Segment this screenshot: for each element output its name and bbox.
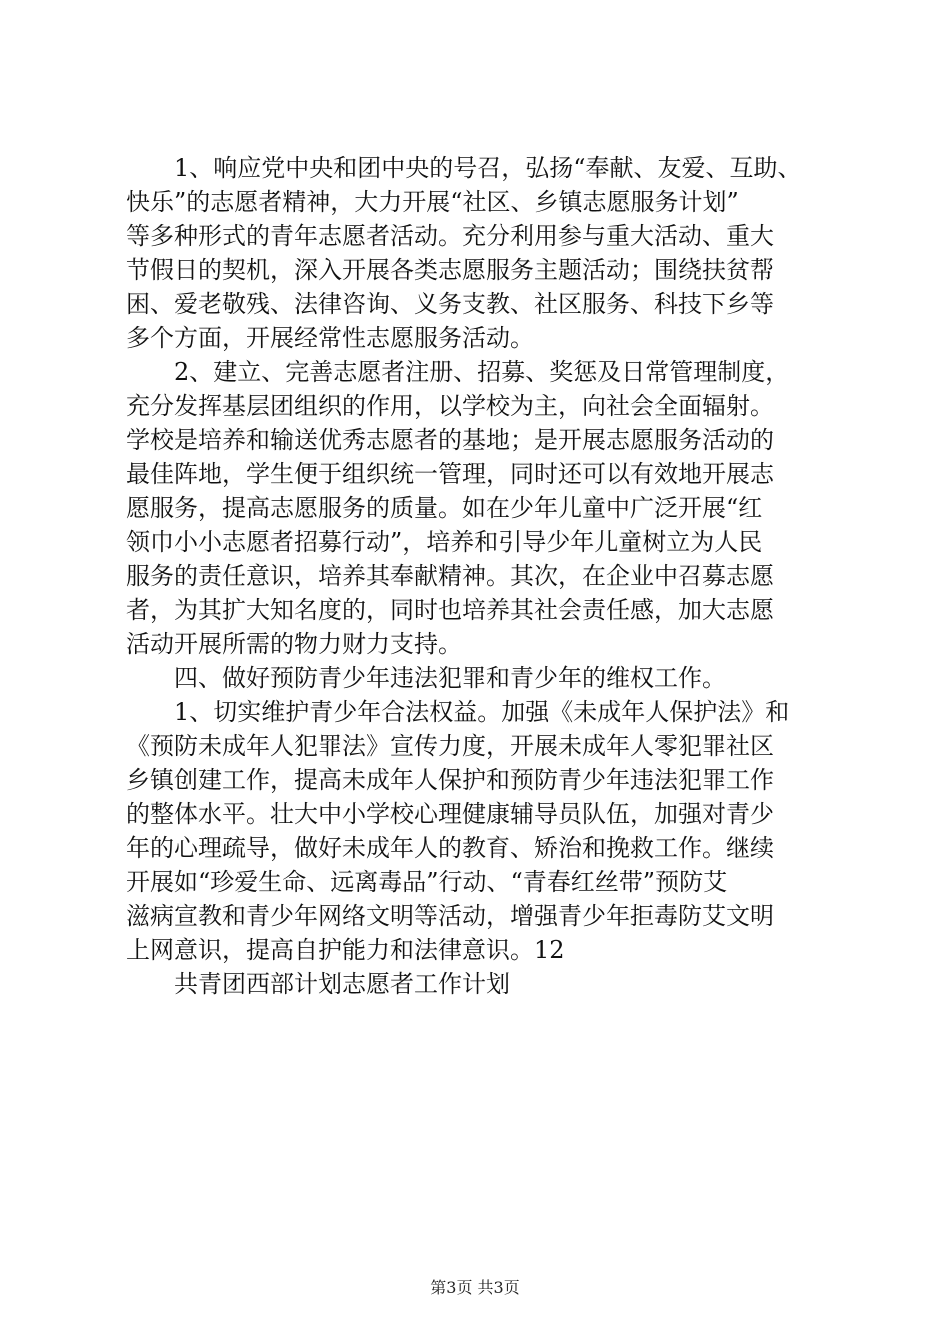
text-line: 1、响应党中央和团中央的号召，弘扬“奉献、友爱、互助、 (126, 154, 802, 182)
text-line: 领巾小小志愿者招募行动”，培养和引导少年儿童树立为人民 (126, 528, 763, 556)
text-line: 者，为其扩大知名度的，同时也培养其社会责任感，加大志愿 (126, 596, 774, 624)
text-line: 活动开展所需的物力财力支持。 (126, 630, 462, 658)
text-line: 愿服务，提高志愿服务的质量。如在少年儿童中广泛开展“红 (126, 494, 763, 522)
document-body (126, 151, 826, 1001)
text-line: 开展如“珍爱生命、远离毒品”行动、“青春红丝带”预防艾 (126, 868, 728, 896)
text-line: 多个方面，开展经常性志愿服务活动。 (126, 324, 534, 352)
text-line: 2、建立、完善志愿者注册、招募、奖惩及日常管理制度， (126, 358, 790, 386)
document-closing-title: 共青团西部计划志愿者工作计划 (126, 970, 510, 998)
text-line: 学校是培养和输送优秀志愿者的基地；是开展志愿服务活动的 (126, 426, 774, 454)
text-line: 等多种形式的青年志愿者活动。充分利用参与重大活动、重大 (126, 222, 774, 250)
text-line: 困、爱老敬残、法律咨询、义务支教、社区服务、科技下乡等 (126, 290, 774, 318)
text-line: 最佳阵地，学生便于组织统一管理，同时还可以有效地开展志 (126, 460, 774, 488)
text-line: 年的心理疏导，做好未成年人的教育、矫治和挽救工作。继续 (126, 834, 774, 862)
section-heading: 四、做好预防青少年违法犯罪和青少年的维权工作。 (126, 664, 726, 692)
text-line: 滋病宣教和青少年网络文明等活动，增强青少年拒毒防艾文明 (126, 902, 774, 930)
text-line: 上网意识，提高自护能力和法律意识。12 (126, 936, 565, 964)
text-line: 1、切实维护青少年合法权益。加强《未成年人保护法》和 (126, 698, 790, 726)
text-line: 服务的责任意识，培养其奉献精神。其次，在企业中召募志愿 (126, 562, 774, 590)
text-line: 的整体水平。壮大中小学校心理健康辅导员队伍，加强对青少 (126, 800, 774, 828)
text-line: 《预防未成年人犯罪法》宣传力度，开展未成年人零犯罪社区 (126, 732, 774, 760)
page-number-footer: 第3页 共3页 (430, 1278, 520, 1297)
text-line: 充分发挥基层团组织的作用，以学校为主，向社会全面辐射。 (126, 392, 774, 420)
text-line: 乡镇创建工作，提高未成年人保护和预防青少年违法犯罪工作 (126, 766, 774, 794)
text-line: 快乐”的志愿者精神，大力开展“社区、乡镇志愿服务计划” (126, 188, 739, 216)
text-line: 节假日的契机，深入开展各类志愿服务主题活动；围绕扶贫帮 (126, 256, 774, 284)
